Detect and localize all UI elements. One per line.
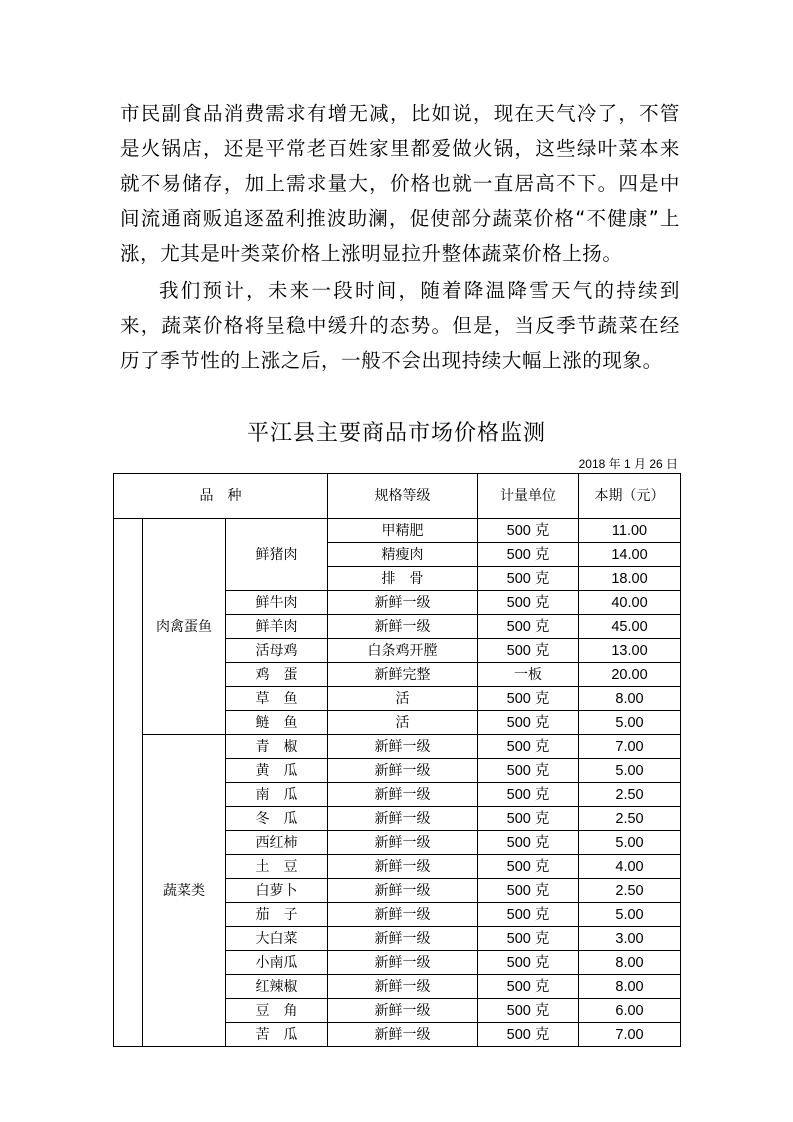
item-name: 鸡 蛋 (226, 663, 328, 687)
item-spec: 新鲜一级 (328, 807, 478, 831)
item-spec: 排 骨 (328, 567, 478, 591)
item-unit: 500 克 (478, 639, 579, 663)
item-unit: 500 克 (478, 807, 579, 831)
item-name: 西红柿 (226, 831, 328, 855)
item-name: 黄 瓜 (226, 759, 328, 783)
item-price: 2.50 (579, 879, 681, 903)
report-date: 2018 年 1 月 26 日 (578, 457, 678, 471)
category-meat: 肉禽蛋鱼 (143, 519, 226, 735)
item-unit: 500 克 (478, 975, 579, 999)
item-unit: 500 克 (478, 711, 579, 735)
item-name: 鲜猪肉 (226, 519, 328, 591)
table-header-row (114, 474, 681, 519)
item-name: 鲜牛肉 (226, 591, 328, 615)
item-price: 13.00 (579, 639, 681, 663)
item-name: 土 豆 (226, 855, 328, 879)
item-spec: 活 (328, 711, 478, 735)
item-unit: 500 克 (478, 879, 579, 903)
item-name: 小南瓜 (226, 951, 328, 975)
item-unit: 500 克 (478, 687, 579, 711)
item-unit: 500 克 (478, 999, 579, 1023)
item-name: 活母鸡 (226, 639, 328, 663)
item-price: 4.00 (579, 855, 681, 879)
item-price: 7.00 (579, 1023, 681, 1047)
item-name: 冬 瓜 (226, 807, 328, 831)
item-price: 5.00 (579, 831, 681, 855)
group-column (114, 519, 143, 1047)
item-unit: 500 克 (478, 735, 579, 759)
item-spec: 新鲜一级 (328, 903, 478, 927)
item-unit: 500 克 (478, 567, 579, 591)
item-spec: 新鲜一级 (328, 951, 478, 975)
item-spec: 新鲜一级 (328, 1023, 478, 1047)
item-name: 豆 角 (226, 999, 328, 1023)
item-price: 6.00 (579, 999, 681, 1023)
item-name: 白萝卜 (226, 879, 328, 903)
item-spec: 新鲜一级 (328, 591, 478, 615)
item-price: 5.00 (579, 759, 681, 783)
item-spec: 白条鸡开膛 (328, 639, 478, 663)
item-spec: 新鲜一级 (328, 783, 478, 807)
item-name: 大白菜 (226, 927, 328, 951)
item-spec: 新鲜一级 (328, 999, 478, 1023)
item-spec: 新鲜一级 (328, 615, 478, 639)
item-name: 茄 子 (226, 903, 328, 927)
table-body (114, 519, 681, 1047)
item-price: 7.00 (579, 735, 681, 759)
item-price: 3.00 (579, 927, 681, 951)
item-spec: 新鲜完整 (328, 663, 478, 687)
item-price: 2.50 (579, 807, 681, 831)
item-unit: 500 克 (478, 903, 579, 927)
item-price: 20.00 (579, 663, 681, 687)
item-price: 18.00 (579, 567, 681, 591)
item-price: 11.00 (579, 519, 681, 543)
item-unit: 500 克 (478, 759, 579, 783)
item-unit: 500 克 (478, 615, 579, 639)
header-variety: 品 种 (114, 474, 328, 519)
item-unit: 500 克 (478, 927, 579, 951)
item-name: 青 椒 (226, 735, 328, 759)
table-row (114, 519, 681, 543)
item-spec: 新鲜一级 (328, 735, 478, 759)
item-unit: 500 克 (478, 951, 579, 975)
item-name: 苦 瓜 (226, 1023, 328, 1047)
item-unit: 500 克 (478, 783, 579, 807)
item-price: 8.00 (579, 687, 681, 711)
item-name: 鲜羊肉 (226, 615, 328, 639)
item-spec: 新鲜一级 (328, 927, 478, 951)
item-unit: 500 克 (478, 831, 579, 855)
item-name: 鲢 鱼 (226, 711, 328, 735)
item-price: 40.00 (579, 591, 681, 615)
item-price: 5.00 (579, 711, 681, 735)
header-spec: 规格等级 (328, 474, 478, 519)
category-veg: 蔬菜类 (143, 735, 226, 1047)
item-name: 草 鱼 (226, 687, 328, 711)
item-unit: 一板 (478, 663, 579, 687)
item-spec: 活 (328, 687, 478, 711)
item-unit: 500 克 (478, 519, 579, 543)
item-name: 南 瓜 (226, 783, 328, 807)
price-table (113, 473, 681, 1047)
item-name: 红辣椒 (226, 975, 328, 999)
header-price: 本期（元） (579, 474, 681, 519)
item-spec: 甲精肥 (328, 519, 478, 543)
item-spec: 新鲜一级 (328, 831, 478, 855)
table-title: 平江县主要商品市场价格监测 (246, 421, 546, 446)
item-spec: 新鲜一级 (328, 975, 478, 999)
item-unit: 500 克 (478, 591, 579, 615)
item-price: 8.00 (579, 975, 681, 999)
header-unit: 计量单位 (478, 474, 579, 519)
item-spec: 新鲜一级 (328, 855, 478, 879)
item-unit: 500 克 (478, 1023, 579, 1047)
item-spec: 新鲜一级 (328, 879, 478, 903)
item-price: 14.00 (579, 543, 681, 567)
item-price: 5.00 (579, 903, 681, 927)
item-unit: 500 克 (478, 543, 579, 567)
item-spec: 精瘦肉 (328, 543, 478, 567)
body-paragraph-2: 我们预计，未来一段时间，随着降温降雪天气的持续到来，蔬菜价格将呈稳中缓升的态势。但是，当反季节蔬菜在经历了季节性的上涨之后，一般不会出现持续大幅上涨的现象。 (120, 279, 680, 372)
item-price: 2.50 (579, 783, 681, 807)
body-paragraph-1: 市民副食品消费需求有增无减，比如说，现在天气冷了，不管是火锅店，还是平常老百姓家里都爱做火锅，这些绿叶菜本来就不易储存，加上需求量大，价格也就一直居高不下。四是中间流通商贩追逐盈利推波助澜，促使部分蔬菜价格“不健康”上涨，尤其是叶类菜价格上涨明显拉升整体蔬菜价格上扬。 (120, 102, 680, 265)
item-unit: 500 克 (478, 855, 579, 879)
item-price: 8.00 (579, 951, 681, 975)
table-row (114, 735, 681, 759)
item-spec: 新鲜一级 (328, 759, 478, 783)
item-price: 45.00 (579, 615, 681, 639)
